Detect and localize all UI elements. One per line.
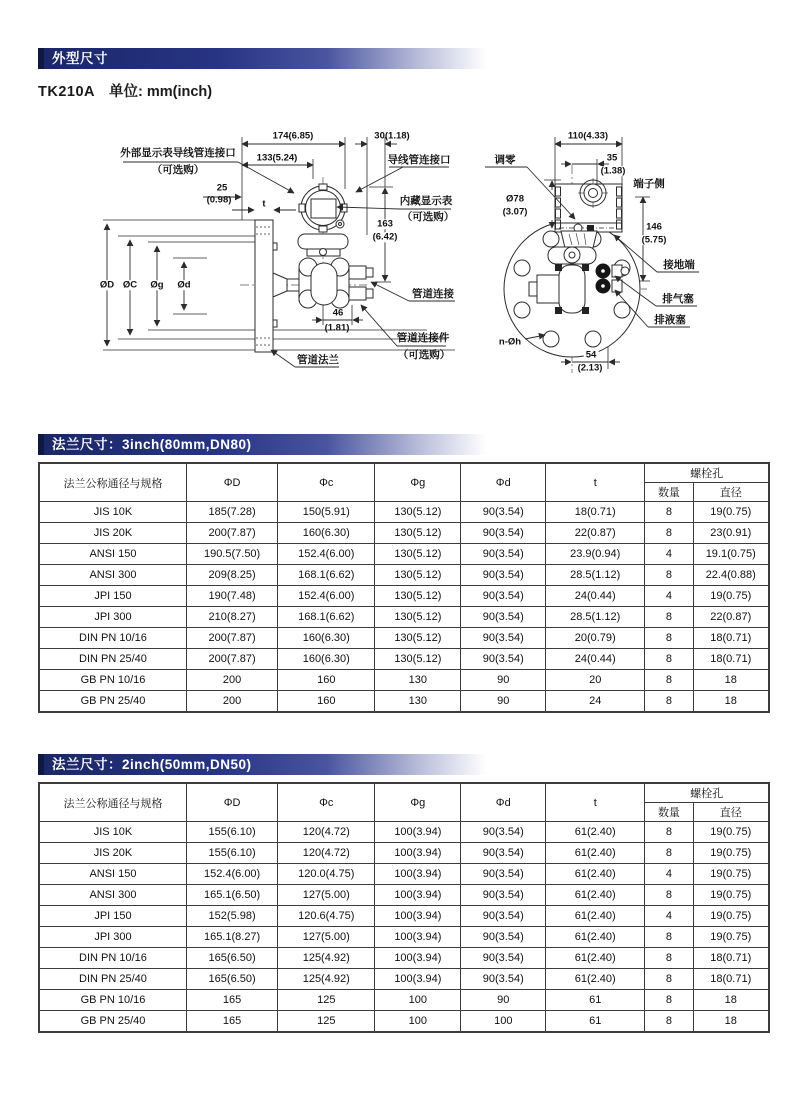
table-row	[39, 969, 769, 990]
cell: 125	[278, 1011, 375, 1033]
cell: 61(2.40)	[546, 948, 645, 969]
cell: 130(5.12)	[375, 628, 461, 649]
col-header: ΦD	[186, 783, 277, 822]
cell: 210(8.27)	[186, 607, 277, 628]
row-label: JIS 10K	[39, 822, 186, 843]
cell: 155(6.10)	[186, 843, 277, 864]
cell: 90(3.54)	[461, 544, 546, 565]
cell: 8	[645, 523, 693, 544]
section-title-dn50: 法兰尺寸：2inch(50mm,DN50)	[52, 757, 252, 772]
cell: 90(3.54)	[461, 607, 546, 628]
cell: 160	[278, 670, 375, 691]
cell: 185(7.28)	[186, 502, 277, 523]
cell: 24	[546, 691, 645, 713]
label-vent-plug: 排气塞	[662, 292, 694, 305]
cell: 152.4(6.00)	[278, 586, 375, 607]
cell: 125	[278, 990, 375, 1011]
dim-78-in: (3.07)	[502, 206, 528, 218]
cell: 155(6.10)	[186, 822, 277, 843]
table-row	[39, 927, 769, 948]
cell: 130(5.12)	[375, 502, 461, 523]
cell: 150(5.91)	[278, 502, 375, 523]
col-header: Φc	[278, 463, 375, 502]
section-bar-flange-dn80	[38, 434, 500, 455]
col-header: ΦD	[186, 463, 277, 502]
model-subtitle	[38, 80, 770, 101]
dim-dia-D: ØD	[99, 279, 115, 291]
row-label: JPI 150	[39, 906, 186, 927]
cell: 20(0.79)	[546, 628, 645, 649]
cell: 8	[645, 649, 693, 670]
cell: 160	[278, 691, 375, 713]
cell: 130(5.12)	[375, 586, 461, 607]
cell: 120(4.72)	[278, 843, 375, 864]
cell: 28.5(1.12)	[546, 565, 645, 586]
label-ground-terminal: 接地端	[663, 258, 695, 271]
cell: 23(0.91)	[693, 523, 769, 544]
dim-35-mm: 35	[606, 152, 618, 164]
cell: 130	[375, 670, 461, 691]
header-row	[39, 463, 769, 483]
cell: 18	[693, 670, 769, 691]
cell: 61(2.40)	[546, 822, 645, 843]
cell: 165	[186, 990, 277, 1011]
cell: 90(3.54)	[461, 906, 546, 927]
row-label: JPI 300	[39, 927, 186, 948]
cell: 165.1(6.50)	[186, 885, 277, 906]
cell: 8	[645, 843, 693, 864]
cell: 100(3.94)	[375, 906, 461, 927]
col-header: Φg	[375, 463, 461, 502]
dim-25-in: (0.98)	[206, 194, 232, 206]
dim-t: t	[262, 198, 266, 210]
unit-label: 单位: mm(inch)	[109, 84, 213, 100]
label-pipe-flange: 管道法兰	[297, 353, 339, 366]
col-header: Φd	[461, 783, 546, 822]
label-zero-adjust: 调零	[494, 153, 516, 166]
section-title: 外型尺寸	[52, 51, 108, 66]
page-content	[38, 48, 770, 1033]
cell: 18	[693, 691, 769, 713]
label-drain-plug: 排液塞	[654, 313, 686, 326]
table-row	[39, 628, 769, 649]
col-header-spec: 法兰公称通径与规格	[39, 783, 186, 822]
model-name: TK210A	[38, 84, 95, 100]
cell: 61(2.40)	[546, 843, 645, 864]
cell: 200(7.87)	[186, 649, 277, 670]
dim-163-mm: 163	[377, 218, 393, 230]
section-title-dn80: 法兰尺寸：3inch(80mm,DN80)	[52, 437, 252, 452]
cell: 61(2.40)	[546, 864, 645, 885]
row-label: GB PN 10/16	[39, 670, 186, 691]
dim-146-mm: 146	[646, 221, 662, 233]
cell: 8	[645, 927, 693, 948]
section-bar-flange-dn50	[38, 754, 500, 775]
cell: 90(3.54)	[461, 565, 546, 586]
cell: 200(7.87)	[186, 628, 277, 649]
cell: 130(5.12)	[375, 607, 461, 628]
cell: 61	[546, 990, 645, 1011]
table-row	[39, 670, 769, 691]
cell: 100	[375, 1011, 461, 1033]
dim-25-mm: 25	[216, 182, 228, 194]
table-row	[39, 565, 769, 586]
cell: 19(0.75)	[693, 586, 769, 607]
label-conduit-port: 导线管连接口	[387, 153, 451, 166]
cell: 130(5.12)	[375, 523, 461, 544]
flange-table-dn50	[38, 782, 770, 1033]
cell: 24(0.44)	[546, 586, 645, 607]
cell: 100	[461, 1011, 546, 1033]
dim-110: 110(4.33)	[567, 130, 609, 142]
row-label: JIS 20K	[39, 523, 186, 544]
cell: 8	[645, 948, 693, 969]
cell: 18(0.71)	[693, 948, 769, 969]
cell: 90(3.54)	[461, 649, 546, 670]
cell: 120(4.72)	[278, 822, 375, 843]
cell: 8	[645, 822, 693, 843]
cell: 18(0.71)	[546, 502, 645, 523]
table-row	[39, 864, 769, 885]
table-row	[39, 586, 769, 607]
row-label: DIN PN 10/16	[39, 948, 186, 969]
table-row	[39, 990, 769, 1011]
cell: 18	[693, 1011, 769, 1033]
cell: 90(3.54)	[461, 864, 546, 885]
cell: 160(6.30)	[278, 523, 375, 544]
table-row	[39, 948, 769, 969]
col-header: Φc	[278, 783, 375, 822]
cell: 61(2.40)	[546, 927, 645, 948]
cell: 4	[645, 544, 693, 565]
col-header-spec: 法兰公称通径与规格	[39, 463, 186, 502]
dim-174: 174(6.85)	[272, 130, 314, 142]
cell: 90(3.54)	[461, 586, 546, 607]
dim-dia-C: ØC	[122, 279, 138, 291]
cell: 18(0.71)	[693, 969, 769, 990]
label-pipe-connector-optional: （可选购）	[397, 348, 451, 361]
table-row	[39, 691, 769, 713]
cell: 152(5.98)	[186, 906, 277, 927]
cell: 100(3.94)	[375, 948, 461, 969]
cell: 100(3.94)	[375, 822, 461, 843]
row-label: GB PN 25/40	[39, 691, 186, 713]
cell: 8	[645, 990, 693, 1011]
cell: 19(0.75)	[693, 502, 769, 523]
cell: 100(3.94)	[375, 843, 461, 864]
cell: 152.4(6.00)	[278, 544, 375, 565]
cell: 100(3.94)	[375, 864, 461, 885]
cell: 100	[375, 990, 461, 1011]
dim-163-in: (6.42)	[372, 231, 398, 243]
cell: 90(3.54)	[461, 927, 546, 948]
cell: 8	[645, 969, 693, 990]
cell: 18(0.71)	[693, 649, 769, 670]
cell: 61(2.40)	[546, 969, 645, 990]
label-terminal-side: 端子侧	[633, 177, 665, 190]
cell: 127(5.00)	[278, 927, 375, 948]
cell: 90(3.54)	[461, 885, 546, 906]
cell: 4	[645, 586, 693, 607]
row-label: JIS 20K	[39, 843, 186, 864]
cell: 90(3.54)	[461, 628, 546, 649]
cell: 130(5.12)	[375, 565, 461, 586]
cell: 130(5.12)	[375, 649, 461, 670]
table-row	[39, 607, 769, 628]
table-row	[39, 906, 769, 927]
label-pipe-connection: 管道连接	[412, 287, 454, 300]
cell: 18	[693, 990, 769, 1011]
cell: 90(3.54)	[461, 502, 546, 523]
cell: 8	[645, 691, 693, 713]
cell: 61(2.40)	[546, 885, 645, 906]
col-header: Φd	[461, 463, 546, 502]
flange-table-dn80	[38, 462, 770, 713]
cell: 22(0.87)	[693, 607, 769, 628]
col-header: t	[546, 783, 645, 822]
cell: 19.1(0.75)	[693, 544, 769, 565]
row-label: JPI 300	[39, 607, 186, 628]
cell: 165	[186, 1011, 277, 1033]
cell: 100(3.94)	[375, 885, 461, 906]
cell: 200	[186, 691, 277, 713]
cell: 190.5(7.50)	[186, 544, 277, 565]
cell: 8	[645, 885, 693, 906]
label-external-display-optional: （可选购）	[151, 163, 205, 176]
label-builtin-display-optional: （可选购）	[401, 210, 455, 223]
cell: 190(7.48)	[186, 586, 277, 607]
cell: 90(3.54)	[461, 843, 546, 864]
row-label: ANSI 150	[39, 544, 186, 565]
cell: 160(6.30)	[278, 628, 375, 649]
row-label: DIN PN 10/16	[39, 628, 186, 649]
col-subheader: 数量	[645, 483, 693, 502]
cell: 165(6.50)	[186, 969, 277, 990]
cell: 19(0.75)	[693, 885, 769, 906]
table-row	[39, 649, 769, 670]
table-row	[39, 1011, 769, 1033]
dim-146-in: (5.75)	[641, 234, 667, 246]
cell: 24(0.44)	[546, 649, 645, 670]
row-label: GB PN 25/40	[39, 1011, 186, 1033]
cell: 19(0.75)	[693, 822, 769, 843]
col-header: Φg	[375, 783, 461, 822]
cell: 125(4.92)	[278, 969, 375, 990]
cell: 8	[645, 628, 693, 649]
cell: 100(3.94)	[375, 927, 461, 948]
section-bar-outline-dimensions	[38, 48, 500, 69]
cell: 200	[186, 670, 277, 691]
cell: 22.4(0.88)	[693, 565, 769, 586]
row-label: DIN PN 25/40	[39, 649, 186, 670]
row-label: DIN PN 25/40	[39, 969, 186, 990]
table-row	[39, 822, 769, 843]
dim-46-mm: 46	[332, 307, 344, 319]
cell: 100(3.94)	[375, 969, 461, 990]
cell: 168.1(6.62)	[278, 565, 375, 586]
dim-30: 30(1.18)	[374, 130, 410, 142]
row-label: JPI 150	[39, 586, 186, 607]
col-header-bolt-holes: 螺栓孔	[645, 463, 769, 483]
col-subheader: 数量	[645, 803, 693, 822]
dim-dia-d: Ød	[177, 279, 191, 291]
header-row	[39, 783, 769, 803]
label-external-display-port: 外部显示表导线管连接口	[120, 146, 236, 159]
dimension-drawing	[35, 117, 770, 385]
dim-54-in: (2.13)	[577, 362, 603, 374]
cell: 8	[645, 565, 693, 586]
cell: 19(0.75)	[693, 864, 769, 885]
row-label: ANSI 300	[39, 565, 186, 586]
dim-dia-g: Øg	[150, 279, 164, 291]
dim-133: 133(5.24)	[256, 152, 298, 164]
cell: 19(0.75)	[693, 906, 769, 927]
col-subheader: 直径	[693, 483, 769, 502]
row-label: GB PN 10/16	[39, 990, 186, 1011]
dim-78-mm: Ø78	[506, 193, 524, 205]
cell: 18(0.71)	[693, 628, 769, 649]
cell: 20	[546, 670, 645, 691]
cell: 90(3.54)	[461, 523, 546, 544]
col-subheader: 直径	[693, 803, 769, 822]
cell: 90	[461, 990, 546, 1011]
cell: 165.1(8.27)	[186, 927, 277, 948]
cell: 8	[645, 670, 693, 691]
cell: 90(3.54)	[461, 969, 546, 990]
cell: 160(6.30)	[278, 649, 375, 670]
cell: 209(8.25)	[186, 565, 277, 586]
cell: 22(0.87)	[546, 523, 645, 544]
label-bolt-holes: n-Øh	[498, 336, 522, 348]
cell: 90(3.54)	[461, 822, 546, 843]
cell: 152.4(6.00)	[186, 864, 277, 885]
cell: 28.5(1.12)	[546, 607, 645, 628]
cell: 8	[645, 1011, 693, 1033]
table-row	[39, 523, 769, 544]
transmitter-front-view	[504, 178, 640, 357]
label-builtin-display: 内藏显示表	[399, 194, 453, 207]
dim-46-in: (1.81)	[324, 322, 350, 334]
cell: 61(2.40)	[546, 906, 645, 927]
transmitter-side-view	[255, 184, 373, 352]
dim-35-in: (1.38)	[600, 165, 626, 177]
cell: 130(5.12)	[375, 544, 461, 565]
cell: 19(0.75)	[693, 843, 769, 864]
cell: 168.1(6.62)	[278, 607, 375, 628]
table-row	[39, 885, 769, 906]
cell: 90(3.54)	[461, 948, 546, 969]
label-pipe-connector: 管道连接件	[396, 331, 450, 344]
cell: 61	[546, 1011, 645, 1033]
cell: 90	[461, 691, 546, 713]
table-row	[39, 502, 769, 523]
row-label: ANSI 300	[39, 885, 186, 906]
cell: 4	[645, 906, 693, 927]
col-header-bolt-holes: 螺栓孔	[645, 783, 769, 803]
cell: 200(7.87)	[186, 523, 277, 544]
row-label: JIS 10K	[39, 502, 186, 523]
cell: 4	[645, 864, 693, 885]
table-row	[39, 843, 769, 864]
table-row	[39, 544, 769, 565]
dim-54-mm: 54	[585, 349, 597, 361]
cell: 125(4.92)	[278, 948, 375, 969]
cell: 120.0(4.75)	[278, 864, 375, 885]
cell: 130	[375, 691, 461, 713]
cell: 8	[645, 502, 693, 523]
cell: 23.9(0.94)	[546, 544, 645, 565]
row-label: ANSI 150	[39, 864, 186, 885]
cell: 19(0.75)	[693, 927, 769, 948]
cell: 165(6.50)	[186, 948, 277, 969]
cell: 90	[461, 670, 546, 691]
cell: 8	[645, 607, 693, 628]
cell: 120.6(4.75)	[278, 906, 375, 927]
col-header: t	[546, 463, 645, 502]
cell: 127(5.00)	[278, 885, 375, 906]
